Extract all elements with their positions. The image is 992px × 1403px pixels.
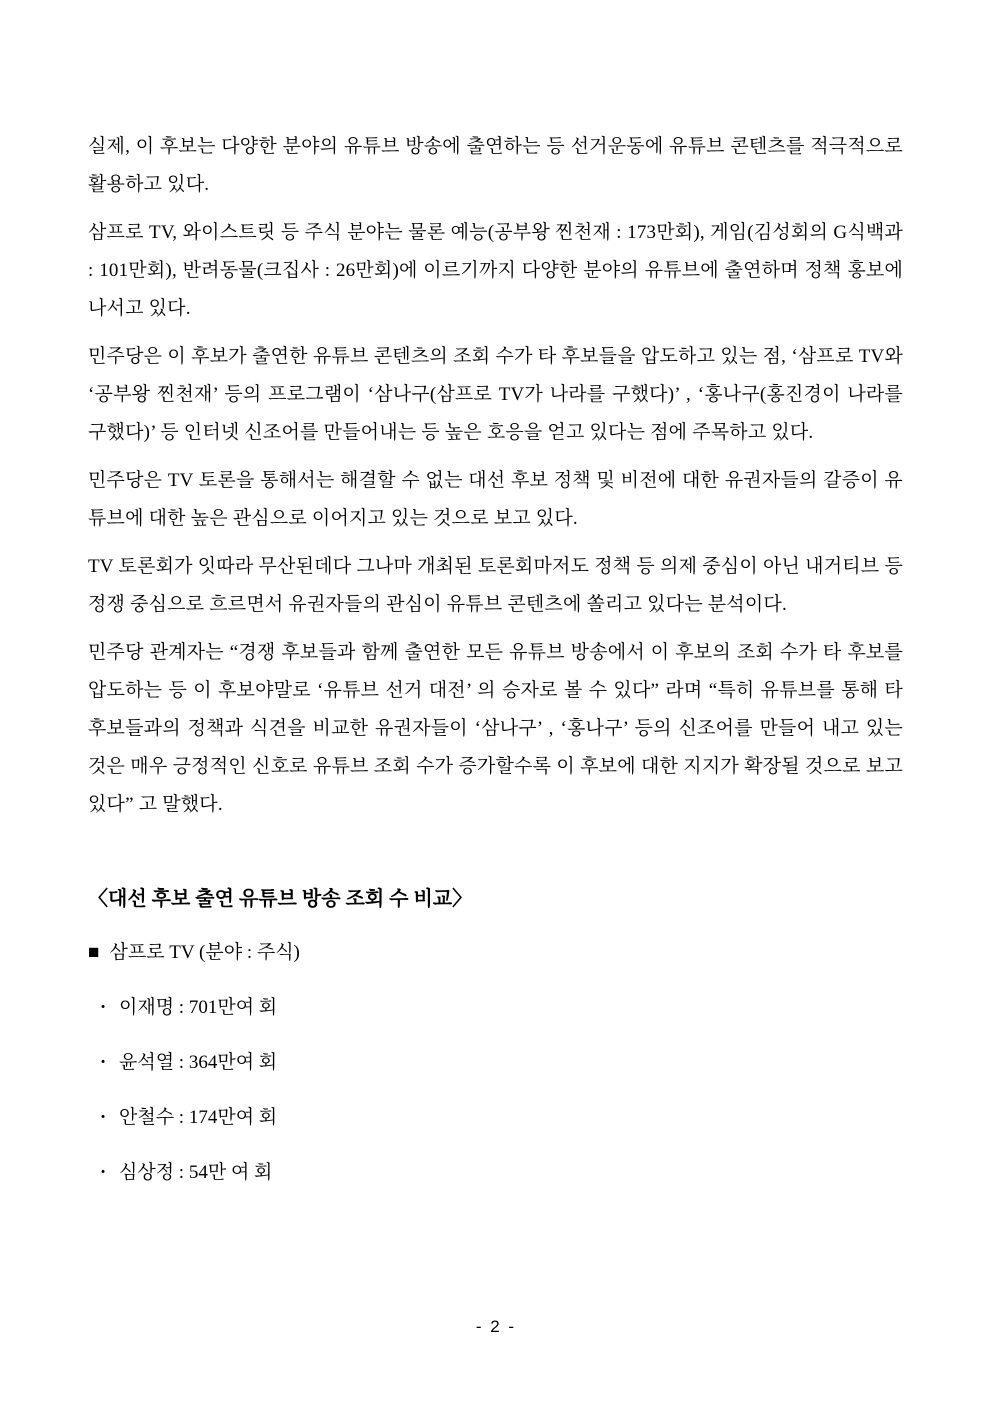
list-item bbox=[88, 989, 903, 1027]
paragraph: 민주당은 이 후보가 출연한 유튜브 콘텐츠의 조회 수가 타 후보들을 압도하고 있는 점, ‘삼프로 TV와 ‘공부왕 찐천재’ 등의 프로그램이 ‘삼나구(삼프로 TV가 나라를 구했다)’ , ‘홍나구(홍진경이 나라를 구했다)’ 등 인터넷 신조어를 만들어내는 등 높은 호응을 얻고 있다는 점에 주목하고 있다. bbox=[88, 346, 903, 443]
paragraph: 삼프로 TV, 와이스트릿 등 주식 분야는 물론 예능(공부왕 찐천재 : 173만회), 게임(김성회의 G식백과 : 101만회), 반려동물(크집사 : 26만회)에 이르기까지 다양한 분야의 유튜브에 출연하며 정책 홍보에 나서고 있다. bbox=[88, 222, 903, 319]
list-item-text: 윤석열 : 364만여 회 bbox=[119, 1052, 278, 1073]
section-header bbox=[88, 934, 903, 972]
list-item bbox=[88, 1044, 903, 1082]
list-item bbox=[88, 1099, 903, 1137]
paragraph: 실제, 이 후보는 다양한 분야의 유튜브 방송에 출연하는 등 선거운동에 유튜브 콘텐츠를 적극적으로 활용하고 있다. bbox=[88, 136, 903, 195]
bullet-dot-icon: · bbox=[99, 1052, 107, 1073]
paragraph: TV 토론회가 잇따라 무산된데다 그나마 개최된 토론회마저도 정책 등 의제 중심이 아닌 내거티브 등 정쟁 중심으로 흐르면서 유권자들의 관심이 유튜브 콘텐츠에 쏠리고 있다는 분석이다. bbox=[88, 556, 903, 615]
paragraph: 민주당 관계자는 “경쟁 후보들과 함께 출연한 모든 유튜브 방송에서 이 후보의 조회 수가 타 후보를 압도하는 등 이 후보야말로 ‘유튜브 선거 대전’ 의 승자로 볼 수 있다” 라며 “특히 유튜브를 통해 타 후보들과의 정책과 식견을 비교한 유권자들이 ‘삼나구’ , ‘홍나구’ 등의 신조어를 만들어 내고 있는 것은 매우 긍정적인 신호로 유튜브 조회 수가 증가할수록 이 후보에 대한 지지가 확장될 것으로 보고 있다” 고 말했다. bbox=[88, 642, 903, 815]
list-item-text: 심상정 : 54만 여 회 bbox=[119, 1162, 273, 1183]
bullet-dot-icon: · bbox=[99, 1162, 107, 1183]
list-item-text: 안철수 : 174만여 회 bbox=[119, 1107, 278, 1128]
list-item bbox=[88, 1154, 903, 1192]
filled-square-bullet-icon: ■ bbox=[88, 942, 100, 963]
comparison-heading: 〈대선 후보 출연 유튜브 방송 조회 수 비교〉 bbox=[88, 888, 473, 910]
section-title: 삼프로 TV (분야 : 주식) bbox=[109, 942, 300, 963]
list-item-text: 이재명 : 701만여 회 bbox=[119, 997, 278, 1018]
paragraph: 민주당은 TV 토론을 통해서는 해결할 수 없는 대선 후보 정책 및 비전에 대한 유권자들의 갈증이 유튜브에 대한 높은 관심으로 이어지고 있는 것으로 보고 있다. bbox=[88, 470, 903, 529]
page-number: - 2 - bbox=[475, 1317, 517, 1336]
bullet-dot-icon: · bbox=[99, 1107, 107, 1128]
bullet-dot-icon: · bbox=[99, 997, 107, 1018]
